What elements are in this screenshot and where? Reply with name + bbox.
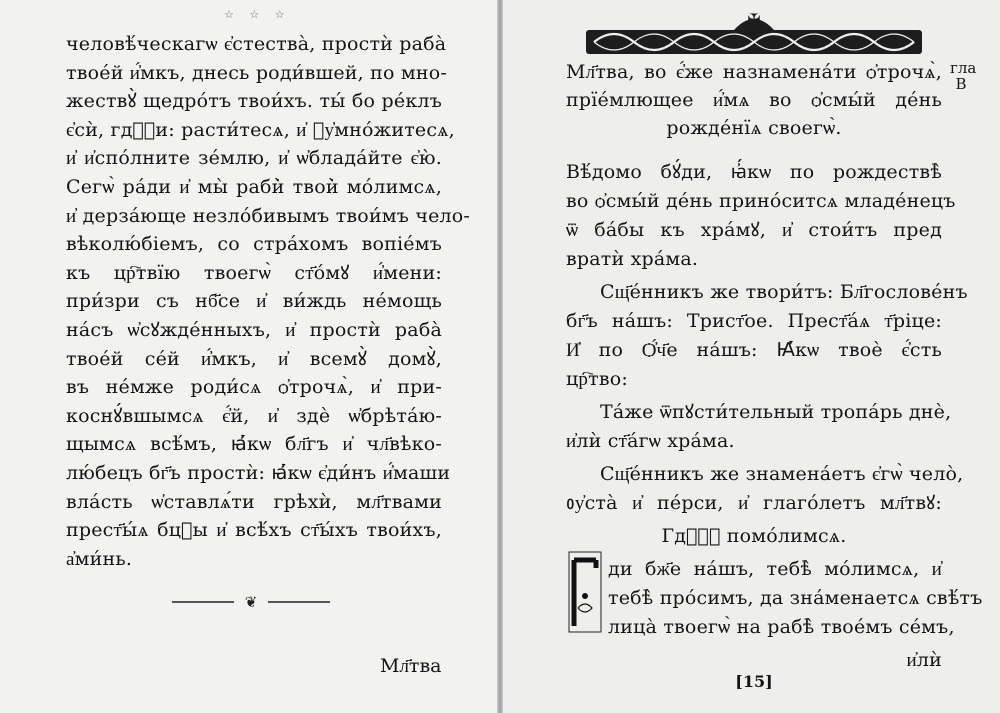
body-line: И҆ по Ѻ҆́ч҃е на́шъ: Ꙗ҆́кѡ твоѐ є҆́сть — [566, 339, 942, 361]
text-line: при́зри съ нб҃се и҆ ви́ждь не́мощь — [66, 290, 442, 313]
text-line: Сегѡ̀ ра́ди и҆ мы̀ раби̇̀ твои̇̀ мо́лимсѧ, — [66, 176, 442, 198]
body-line: ᲂу҆ста̀ и҆ пе́рси, и҆ глаго́летъ мл҃твꙋ: — [566, 492, 942, 514]
body-line: цр҇тво: — [566, 368, 628, 390]
decorated-initial — [566, 548, 604, 636]
body-line: и҆лѝ — [906, 649, 942, 671]
body-line: и҆лѝ ст҃а́гѡ хра́ма. — [566, 430, 735, 452]
text-line: твое́й се́й и҆́мкъ, и҆ всемꙋ̀ домꙋ̀, — [66, 347, 442, 370]
body-line: ди бж҃е на́шъ, тебѣ̀ мо́лимсѧ, и҆ — [608, 558, 942, 580]
text-line: а҆ми́нь. — [66, 547, 133, 570]
body-line: тебѣ̀ про́симъ, да зна́менаетсѧ свѣ́тъ — [608, 587, 983, 609]
body-line: Та́же ѿпꙋсти́тельный тропа́рь днѐ, — [600, 401, 952, 423]
text-line: на́съ ѡ҆сꙋжде́нныхъ, и҆ простѝ раба̀ — [66, 319, 442, 341]
heading-line: прїе́млющее и҆́мѧ во ѻ҆смы́й де́нь — [566, 89, 942, 111]
body-line: вратѝ хра́ма. — [566, 248, 699, 270]
heading-line: рожде́нїѧ своегѡ̀. — [666, 117, 842, 139]
text-line: въ не́мже роди́сѧ ѻ҆трочѧ̀, и҆ при- — [66, 376, 442, 399]
body-line: Гдⷭ҇ꙋ помо́лимсѧ. — [661, 525, 847, 547]
ornament-divider — [172, 593, 330, 611]
fleuron-icon: ❦ — [244, 593, 258, 611]
body-line: лица̀ твоегѡ̀ на рабѣ̀ твое́мъ се́мъ, — [608, 616, 955, 638]
heading-line: Мл҃тва, во є҆́же назнамена́ти ѻ҆трочѧ̀, — [566, 61, 942, 83]
marginal-numeral: гла В — [950, 59, 977, 93]
text-line: и҆ и҆спо́лните зе́млю, и҆ ѡ҆блада́йте є҆ю̀. — [66, 147, 442, 170]
text-line: є҆сѝ, гдⷭ҇и: расти́тесѧ, и҆ ᲂу҆мно́житесѧ, — [66, 118, 455, 141]
right-page — [503, 0, 1000, 713]
left-page — [0, 0, 497, 713]
text-line: вѣколю́біемъ, со стра́хомъ вопіе́мъ — [66, 233, 442, 256]
catchword: Мл҃тва — [380, 655, 442, 677]
text-line: къ цр҇твїю твоегѡ̀ ст҃о́мꙋ и҆́мени: — [66, 261, 442, 284]
body-line: бг҃ъ на́шъ: Трист҃ое. Прест҃а́ѧ т҃ріце: — [566, 310, 942, 332]
text-line: вла́сть ѡ҆ставлѧ́ти грѣхѝ, мл҃твами — [66, 490, 442, 513]
text-line: щымсѧ всѣ́мъ, ꙗ҆́кѡ бл҃гъ и҆ чл҃вѣко- — [66, 433, 442, 456]
text-line: прест҃ы́ѧ бцⷣы и҆ всѣ́хъ ст҃ы́хъ твои́хъ, — [66, 519, 442, 542]
decorative-stars: ☆ ☆ ☆ — [224, 8, 291, 21]
page-number: [15] — [735, 672, 773, 691]
body-line: Сщ҃е́нникъ же твори́тъ: Бл҃гослове́нъ — [600, 281, 968, 303]
body-line: Сщ҃е́нникъ же знамена́етъ є҆гѡ̀ чело̀, — [600, 463, 964, 485]
cross-icon: ✠ — [747, 10, 761, 29]
text-line: человѣ́ческагѡ є҆стества̀, простѝ раба̀ — [66, 33, 447, 55]
body-line: ѿ ба́бы къ хра́мꙋ, и҆ стои́тъ пред — [566, 219, 942, 241]
text-line: и҆ дерза́юще незло́бивымъ твои́мъ чело- — [66, 204, 471, 227]
body-line: во ѻ҆смы́й де́нь прино́ситсѧ младе́нецъ — [566, 190, 956, 212]
body-line: Вѣ́домо бꙋ́ди, ꙗ҆́кѡ по рождествѣ̀ — [566, 161, 942, 183]
text-line: лю́бецъ бг҃ъ простѝ: ꙗ҆́кѡ є҆ди́нъ и҆́маши — [66, 462, 451, 484]
ornamental-headpiece — [584, 8, 924, 58]
text-line: твое́й и҆́мкъ, днесь роди́вшей, по мно- — [66, 61, 447, 84]
text-line: жествꙋ̀ щедро́тъ твои́хъ. ты́ бо ре́клъ — [66, 90, 442, 113]
text-line: коснꙋ́вшымсѧ є҆́й, и҆ здѐ ѡ҆брѣта́ю- — [66, 404, 442, 427]
